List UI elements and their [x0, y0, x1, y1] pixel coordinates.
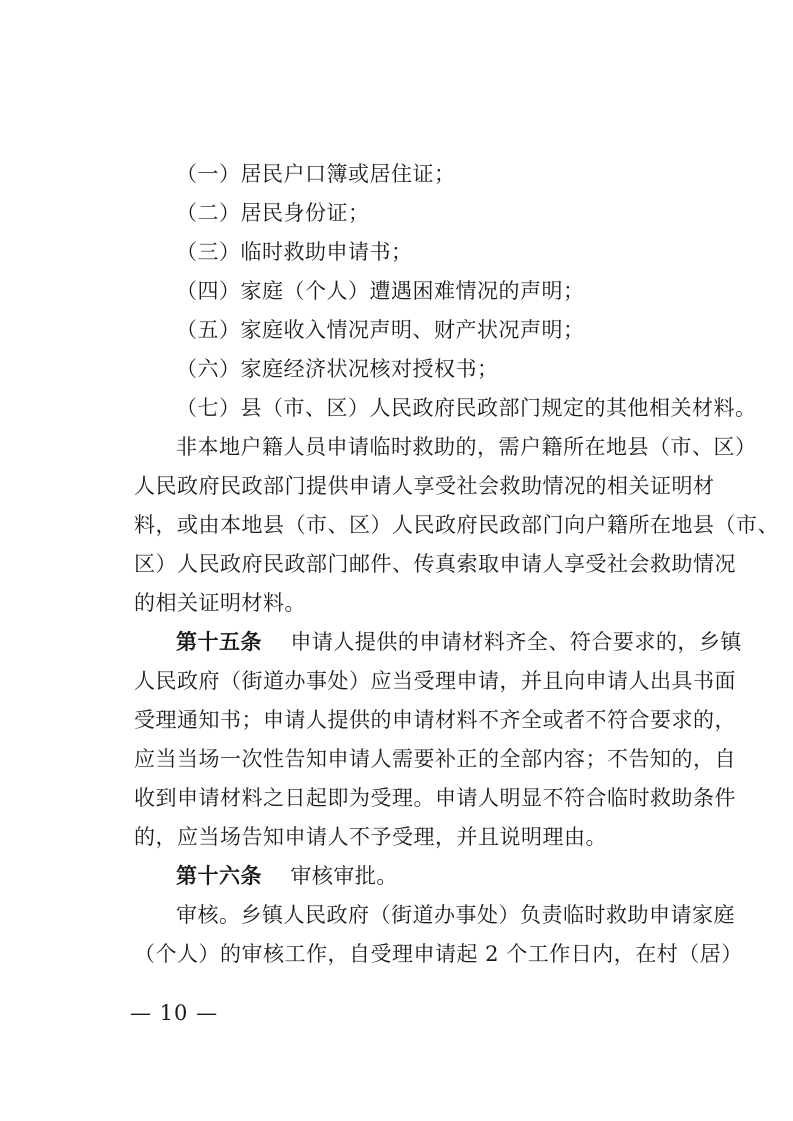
page-number: — 10 —	[130, 1001, 219, 1025]
list-item-2: （二）居民身份证；	[176, 201, 370, 225]
paragraph-line: 应当当场一次性告知申请人需要补正的全部内容；不告知的，自	[134, 747, 736, 771]
paragraph-line: 区）人民政府民政部门邮件、传真索取申请人享受社会救助情况	[134, 552, 736, 576]
article-15-title: 第十五条	[176, 629, 262, 654]
list-item-7: （七）县（市、区）人民政府民政部门规定的其他相关材料。	[176, 396, 757, 420]
paragraph-line: 收到申请材料之日起即为受理。申请人明显不符合临时救助条件	[134, 786, 736, 810]
list-item-4: （四）家庭（个人）遭遇困难情况的声明；	[176, 279, 585, 303]
paragraph-line: 人民政府（街道办事处）应当受理申请，并且向申请人出具书面	[134, 669, 736, 693]
list-item-6: （六）家庭经济状况核对授权书；	[176, 357, 499, 381]
paragraph-line: 料，或由本地县（市、区）人民政府民政部门向户籍所在地县（市、	[134, 513, 779, 537]
paragraph-line: 人民政府民政部门提供申请人享受社会救助情况的相关证明材	[134, 474, 715, 498]
list-item-5: （五）家庭收入情况声明、财产状况声明；	[176, 318, 585, 342]
list-item-1: （一）居民户口簿或居住证；	[176, 162, 456, 186]
paragraph-line: 非本地户籍人员申请临时救助的，需户籍所在地县（市、区）	[176, 435, 757, 459]
paragraph-line: （个人）的审核工作，自受理申请起 2 个工作日内，在村（居）	[134, 942, 743, 966]
paragraph-line: 审核。乡镇人民政府（街道办事处）负责临时救助申请家庭	[176, 903, 735, 927]
article-16-line	[176, 863, 756, 889]
paragraph-line: 的相关证明材料。	[134, 591, 306, 615]
article-15-text: 申请人提供的申请材料齐全、符合要求的，乡镇	[290, 630, 742, 654]
article-16-title: 第十六条	[176, 863, 262, 888]
paragraph-line: 受理通知书；申请人提供的申请材料不齐全或者不符合要求的，	[134, 708, 736, 732]
article-16-text: 审核审批。	[290, 864, 398, 888]
paragraph-line: 的，应当场告知申请人不予受理，并且说明理由。	[134, 825, 607, 849]
list-item-3: （三）临时救助申请书；	[176, 240, 413, 264]
article-15-first-line	[176, 629, 756, 655]
